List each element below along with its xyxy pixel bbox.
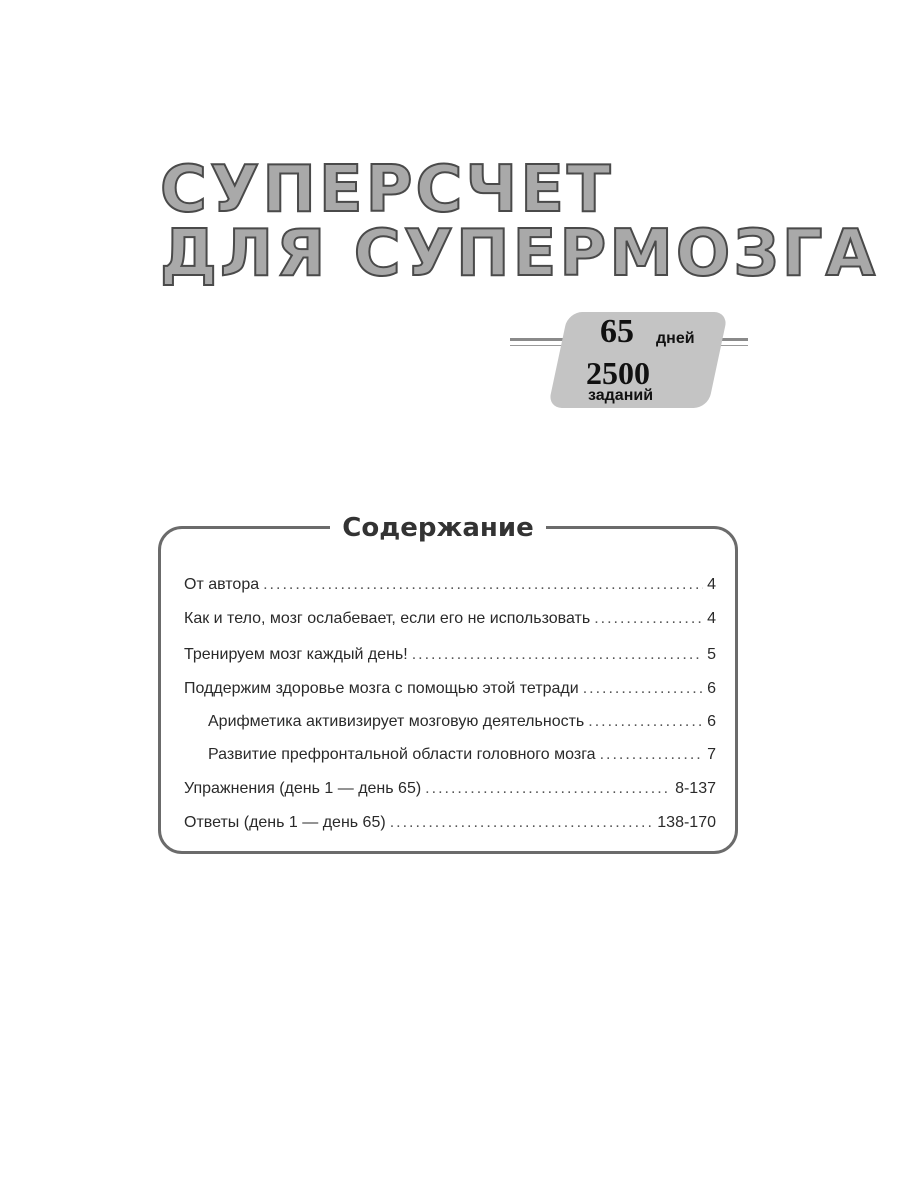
toc-entry-page: 8-137: [675, 780, 716, 797]
toc-leader-dots: [588, 713, 703, 731]
toc-entry-label: От автора: [184, 576, 260, 593]
toc-entry[interactable]: [184, 646, 716, 670]
toc-entry-page: 5: [707, 646, 716, 663]
tasks-number: 2500: [586, 355, 650, 391]
toc-subentry[interactable]: [208, 713, 716, 737]
toc-leader-dots: [425, 780, 671, 798]
toc-leader-dots: [263, 576, 703, 594]
toc-subentry[interactable]: [208, 746, 716, 770]
title-line-2: ДЛЯ СУПЕРМОЗГА: [160, 217, 879, 291]
toc-entry-page: 7: [707, 746, 716, 763]
toc-entry[interactable]: [184, 680, 716, 704]
toc-entry[interactable]: [184, 576, 716, 600]
toc-entry-label: Тренируем мозг каждый день!: [184, 646, 408, 663]
toc-entry-label: Арифметика активизирует мозговую деятельность: [208, 713, 585, 730]
toc-leader-dots: [390, 814, 654, 832]
days-label: дней: [656, 330, 695, 347]
toc-leader-dots: [594, 610, 703, 628]
toc-entry-page: 6: [707, 680, 716, 697]
toc-leader-dots: [412, 646, 703, 664]
toc-entry-page: 6: [707, 713, 716, 730]
toc-entry-page: 4: [707, 610, 716, 627]
toc-entry-label: Упражнения (день 1 — день 65): [184, 780, 422, 797]
toc-entry-label: Развитие префронтальной области головного мозга: [208, 746, 596, 763]
toc-entry-page: 138-170: [657, 814, 716, 831]
toc-entry-label: Ответы (день 1 — день 65): [184, 814, 386, 831]
toc-entry[interactable]: [184, 780, 716, 804]
toc-entry-label: Как и тело, мозг ослабевает, если его не использовать: [184, 610, 591, 627]
title-line-1: СУПЕРСЧЕТ: [160, 153, 614, 227]
toc-leader-dots: [583, 680, 703, 698]
days-number: 65: [600, 313, 634, 350]
toc-entry[interactable]: [184, 610, 716, 634]
tasks-label: заданий: [588, 387, 654, 404]
toc-leader-dots: [600, 746, 704, 764]
toc-heading: Содержание: [330, 508, 546, 552]
toc-entry-page: 4: [707, 576, 716, 593]
toc-entry[interactable]: [184, 814, 716, 838]
toc-entry-label: Поддержим здоровье мозга с помощью этой тетради: [184, 680, 579, 697]
